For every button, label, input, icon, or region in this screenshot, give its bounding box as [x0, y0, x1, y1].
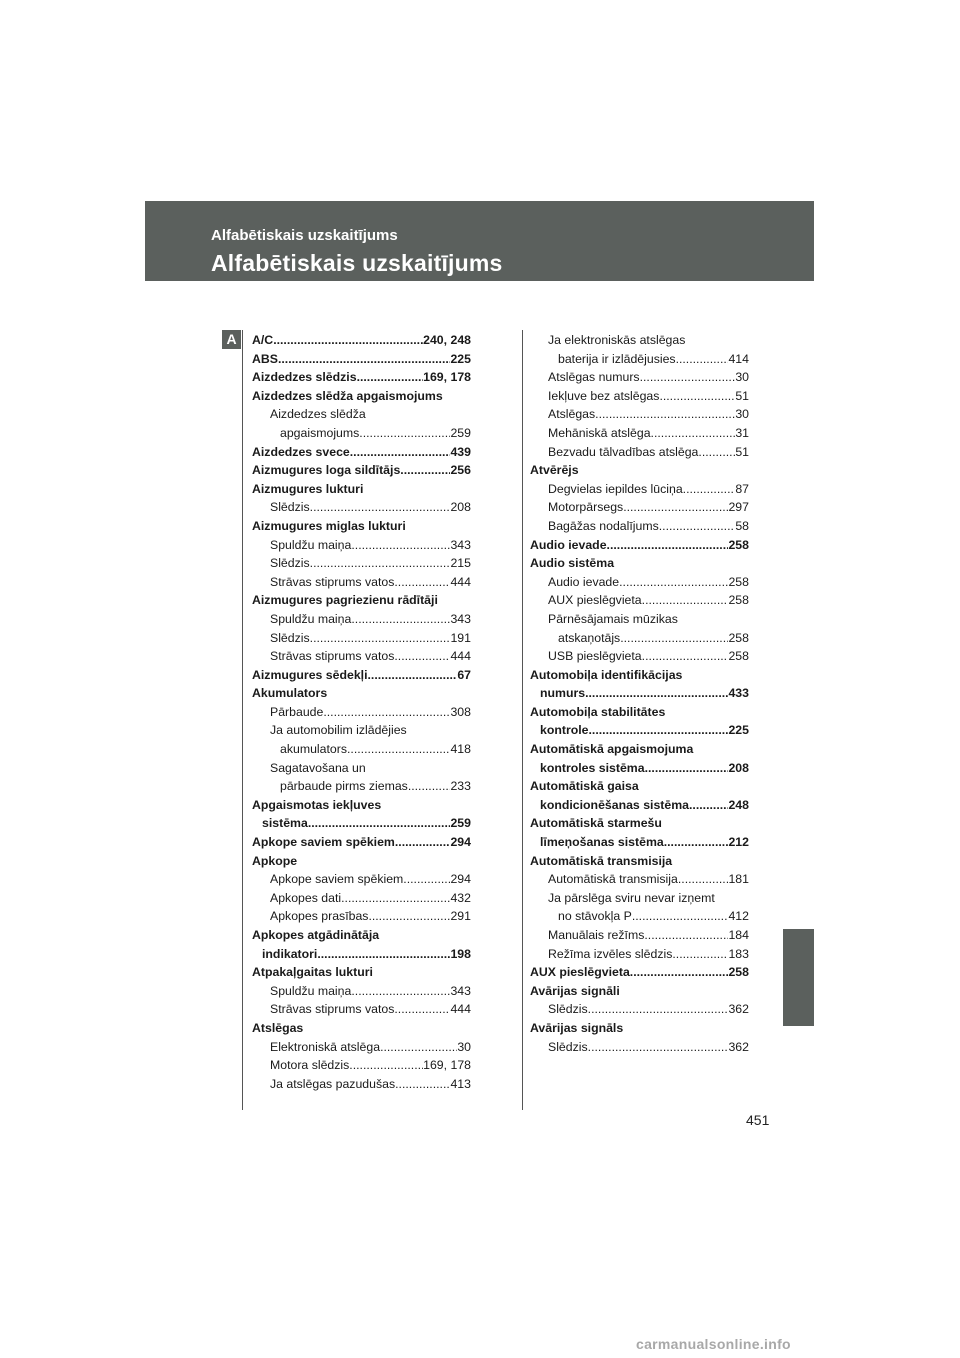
entry-page-ref[interactable]: 258 [728, 574, 749, 589]
entry-label: līmeņošanas sistēma [540, 835, 664, 850]
entry-label: Aizmugures pagriezienu rādītāji [252, 593, 438, 608]
dot-leader [341, 889, 450, 908]
entry-page-ref[interactable]: 225 [728, 723, 749, 738]
chapter-thumb-tab [783, 929, 814, 1026]
entry-page-ref[interactable]: 258 [728, 537, 749, 552]
index-entry [530, 945, 749, 964]
entry-page-ref[interactable]: 413 [450, 1076, 471, 1091]
entry-label: numurs [540, 686, 586, 701]
index-entry [252, 889, 471, 908]
entry-page-ref[interactable]: 294 [450, 835, 471, 850]
dot-leader [310, 498, 451, 517]
entry-label: akumulators [280, 742, 347, 757]
index-entry [530, 647, 749, 666]
entry-page-ref[interactable]: 444 [450, 1002, 471, 1017]
entry-page-ref[interactable]: 248 [728, 797, 749, 812]
index-entry [252, 870, 471, 889]
index-entry [252, 740, 471, 759]
index-heading [530, 852, 749, 871]
entry-label: Bagāžas nodalījums [548, 518, 659, 533]
index-entry [530, 907, 749, 926]
entry-label: Strāvas stiprums vatos [270, 1002, 395, 1017]
entry-label: Motorpārsegs [548, 500, 624, 515]
dot-leader [689, 796, 728, 815]
index-entry [252, 907, 471, 926]
dot-leader [620, 629, 728, 648]
entry-label: Slēdzis [548, 1039, 588, 1054]
entry-label: indikatori [262, 946, 318, 961]
dot-leader [273, 331, 423, 350]
index-entry [530, 870, 749, 889]
entry-label: Apkopes prasības [270, 909, 369, 924]
index-column-right [530, 331, 749, 1056]
entry-label: kontroles sistēma [540, 760, 645, 775]
entry-label: A/C [252, 333, 274, 347]
entry-page-ref[interactable]: 240, 248 [423, 333, 471, 347]
index-entry [252, 368, 471, 387]
dot-leader [659, 517, 736, 536]
entry-page-ref[interactable]: 258 [728, 965, 749, 980]
index-heading [252, 926, 471, 945]
header-subtitle: Alfabētiskais uzskaitījums [211, 227, 398, 244]
index-heading [530, 777, 749, 796]
dot-leader [394, 647, 450, 666]
dot-leader [380, 1038, 457, 1057]
index-entry [252, 443, 471, 462]
index-entry [530, 759, 749, 778]
index-entry [530, 424, 749, 443]
entry-label: Slēdzis [270, 556, 310, 571]
entry-label: Apkope saviem spēkiem [252, 835, 395, 850]
index-entry [252, 945, 471, 964]
entry-label: Aizmugures sēdekļi [252, 667, 368, 682]
index-heading [252, 796, 471, 815]
entry-page-ref[interactable]: 308 [450, 704, 471, 719]
entry-page-ref[interactable]: 259 [450, 816, 471, 831]
index-heading [530, 740, 749, 759]
index-entry [530, 517, 749, 536]
entry-label: Režīma izvēles slēdzis [548, 946, 673, 961]
column-divider-right [522, 330, 523, 1110]
index-entry [530, 350, 749, 369]
dot-leader [678, 870, 729, 889]
dot-leader [351, 536, 450, 555]
dot-leader [651, 424, 736, 443]
entry-label: ABS [252, 351, 278, 366]
entry-page-ref[interactable]: 51 [735, 444, 749, 459]
index-heading [530, 331, 749, 350]
entry-label: kontrole [540, 723, 589, 738]
index-entry [252, 1056, 471, 1075]
index-entry [252, 629, 471, 648]
entry-page-ref[interactable]: 51 [735, 388, 749, 403]
entry-label: Avārijas signāli [530, 983, 620, 998]
dot-leader [642, 647, 729, 666]
entry-label: Apkopes atgādinātāja [252, 928, 380, 942]
index-entry [252, 554, 471, 573]
entry-page-ref[interactable]: 432 [450, 890, 471, 905]
dot-leader [642, 591, 729, 610]
entry-label: Slēdzis [548, 1002, 588, 1017]
entry-label: Mehāniskā atslēga [548, 425, 651, 440]
index-heading [252, 721, 471, 740]
entry-label: apgaismojums [280, 425, 360, 440]
entry-label: Apkope saviem spēkiem [270, 872, 404, 887]
index-entry [530, 1038, 749, 1057]
entry-page-ref[interactable]: 215 [450, 556, 471, 571]
index-entry [252, 647, 471, 666]
index-entry [252, 703, 471, 722]
index-heading [530, 814, 749, 833]
entry-label: Automātiskā starmešu [530, 816, 662, 831]
index-entry [530, 1000, 749, 1019]
entry-page-ref[interactable]: 181 [728, 872, 749, 887]
entry-page-ref[interactable]: 208 [450, 500, 471, 515]
entry-label: Audio ievade [530, 537, 607, 552]
dot-leader [644, 926, 728, 945]
page-header [145, 201, 814, 281]
index-entry [252, 424, 471, 443]
dot-leader [368, 907, 450, 926]
entry-page-ref[interactable]: 30 [735, 370, 749, 385]
entry-label: Automātiskā transmisija [530, 853, 673, 868]
dot-leader [589, 721, 729, 740]
entry-page-ref[interactable]: 191 [450, 630, 471, 645]
entry-label: Atslēgas [548, 407, 596, 422]
dot-leader [323, 703, 450, 722]
index-heading [530, 1019, 749, 1038]
entry-page-ref[interactable]: 208 [728, 760, 749, 775]
entry-label: Apkopes dati [270, 890, 342, 905]
entry-label: Automātiskā apgaismojuma [530, 742, 694, 757]
dot-leader [403, 870, 450, 889]
index-entry [530, 405, 749, 424]
index-entry [252, 350, 471, 369]
entry-label: Manuālais režīms [548, 928, 645, 942]
entry-label: Motora slēdzis [270, 1058, 350, 1073]
dot-leader [630, 963, 729, 982]
index-heading [252, 684, 471, 703]
entry-label: AUX pieslēgvieta [548, 593, 642, 608]
dot-leader [347, 740, 450, 759]
dot-leader [357, 368, 424, 387]
entry-label: Automobiļa identifikācijas [530, 667, 683, 682]
entry-page-ref[interactable]: 439 [450, 444, 471, 459]
entry-page-ref[interactable]: 183 [728, 946, 749, 961]
dot-leader [595, 405, 735, 424]
dot-leader [588, 1038, 729, 1057]
entry-label: Aizdedzes slēdža apgaismojums [252, 388, 443, 403]
index-entry [252, 461, 471, 480]
dot-leader [585, 684, 728, 703]
entry-label: Atslēgas numurs [548, 370, 640, 385]
entry-page-ref[interactable]: 169, 178 [423, 370, 471, 385]
dot-leader [645, 759, 729, 778]
entry-label: Ja atslēgas pazudušas [270, 1076, 396, 1091]
column-divider-left [242, 330, 243, 1110]
dot-leader [659, 387, 735, 406]
index-entry [252, 1000, 471, 1019]
entry-page-ref[interactable]: 67 [457, 667, 471, 682]
entry-label: atskaņotājs [558, 630, 621, 645]
watermark: carmanualsonline.info [636, 1336, 791, 1352]
entry-page-ref[interactable]: 414 [728, 351, 749, 366]
entry-label: Akumulators [252, 686, 328, 701]
dot-leader [400, 461, 450, 480]
entry-page-ref[interactable]: 31 [735, 425, 749, 440]
entry-page-ref[interactable]: 212 [728, 835, 749, 850]
entry-label: Audio sistēma [530, 556, 615, 571]
entry-page-ref[interactable]: 444 [450, 649, 471, 664]
dot-leader [394, 1000, 450, 1019]
dot-leader [351, 610, 450, 629]
entry-label: Slēdzis [270, 630, 310, 645]
index-heading [530, 703, 749, 722]
index-heading [530, 610, 749, 629]
entry-page-ref[interactable]: 58 [735, 518, 749, 533]
dot-leader [588, 1000, 729, 1019]
index-entry [530, 684, 749, 703]
index-entry [252, 777, 471, 796]
dot-leader [395, 833, 451, 852]
index-entry [530, 573, 749, 592]
entry-label: pārbaude pirms ziemas [280, 779, 408, 794]
entry-label: Apkope [252, 853, 298, 868]
index-entry [252, 666, 471, 685]
entry-page-ref[interactable]: 30 [735, 407, 749, 422]
index-heading [252, 1019, 471, 1038]
entry-label: Elektroniskā atslēga [270, 1039, 381, 1054]
dot-leader [664, 833, 729, 852]
index-entry [530, 387, 749, 406]
index-heading [252, 387, 471, 406]
entry-label: AUX pieslēgvieta [530, 965, 630, 980]
index-heading [530, 889, 749, 908]
dot-leader [394, 573, 450, 592]
entry-label: Aizmugures miglas lukturi [252, 518, 406, 533]
index-heading [252, 963, 471, 982]
dot-leader [308, 814, 451, 833]
entry-label: Aizdedzes slēdža [270, 407, 366, 422]
index-heading [252, 517, 471, 536]
index-entry [252, 982, 471, 1001]
entry-page-ref[interactable]: 418 [450, 742, 471, 757]
entry-page-ref[interactable]: 412 [728, 909, 749, 924]
entry-label: sistēma [262, 816, 308, 831]
index-heading [252, 852, 471, 871]
dot-leader [359, 424, 450, 443]
section-letter-tab: A [222, 330, 241, 349]
index-entry [530, 721, 749, 740]
entry-label: Spuldžu maiņa [270, 537, 352, 552]
index-entry [252, 1075, 471, 1094]
entry-label: Atslēgas [252, 1020, 304, 1035]
entry-label: Iekļuve bez atslēgas [548, 388, 660, 403]
index-entry [530, 591, 749, 610]
dot-leader [676, 350, 729, 369]
entry-label: baterija ir izlādējusies [558, 351, 676, 366]
dot-leader [672, 945, 728, 964]
index-entry [252, 1038, 471, 1057]
entry-page-ref[interactable]: 169, 178 [423, 1058, 471, 1073]
entry-label: Ja pārslēga sviru nevar izņemt [548, 890, 715, 905]
entry-page-ref[interactable]: 233 [450, 779, 471, 794]
index-heading [530, 982, 749, 1001]
dot-leader [408, 777, 451, 796]
index-heading [530, 461, 749, 480]
index-entry [252, 498, 471, 517]
index-entry [252, 833, 471, 852]
index-entry [530, 629, 749, 648]
entry-page-ref[interactable]: 444 [450, 574, 471, 589]
dot-leader [698, 443, 735, 462]
dot-leader [350, 443, 451, 462]
index-entry [530, 368, 749, 387]
dot-leader [278, 350, 451, 369]
index-entry [530, 796, 749, 815]
entry-label: Aizdedzes svece [252, 444, 350, 459]
index-heading [252, 591, 471, 610]
entry-label: Audio ievade [548, 574, 620, 589]
dot-leader [310, 554, 451, 573]
entry-page-ref[interactable]: 343 [450, 983, 471, 998]
index-entry [252, 814, 471, 833]
entry-label: Apgaismotas iekļuves [252, 797, 382, 812]
entry-page-ref[interactable]: 259 [450, 425, 471, 440]
index-entry [530, 536, 749, 555]
header-title: Alfabētiskais uzskaitījums [211, 250, 503, 276]
dot-leader [640, 368, 736, 387]
entry-page-ref[interactable]: 256 [450, 463, 471, 478]
entry-label: Ja elektroniskās atslēgas [548, 333, 686, 347]
dot-leader [607, 536, 729, 555]
index-heading [252, 405, 471, 424]
entry-label: Automātiskā transmisija [548, 872, 678, 887]
dot-leader [310, 629, 451, 648]
index-entry [252, 573, 471, 592]
entry-label: Strāvas stiprums vatos [270, 649, 395, 664]
entry-label: Atvērējs [530, 463, 579, 478]
index-entry [530, 443, 749, 462]
entry-label: Degvielas iepildes lūciņa [548, 481, 683, 496]
entry-label: Pārbaude [270, 704, 324, 719]
entry-page-ref[interactable]: 198 [450, 946, 471, 961]
index-column-left [252, 331, 471, 1093]
index-heading [252, 759, 471, 778]
index-entry [530, 963, 749, 982]
entry-label: Spuldžu maiņa [270, 611, 352, 626]
entry-label: Aizmugures loga sildītājs [252, 463, 401, 478]
dot-leader [683, 480, 736, 499]
entry-label: Spuldžu maiņa [270, 983, 352, 998]
dot-leader [317, 945, 450, 964]
entry-page-ref[interactable]: 294 [450, 872, 471, 887]
entry-page-ref[interactable]: 258 [728, 630, 749, 645]
index-heading [252, 480, 471, 499]
entry-label: Avārijas signāls [530, 1020, 624, 1035]
dot-leader [368, 666, 458, 685]
index-heading [530, 554, 749, 573]
entry-page-ref[interactable]: 343 [450, 537, 471, 552]
entry-label: USB pieslēgvieta [548, 649, 642, 664]
dot-leader [351, 982, 450, 1001]
index-heading [530, 666, 749, 685]
index-entry [252, 610, 471, 629]
entry-page-ref[interactable]: 433 [728, 686, 749, 701]
entry-page-ref[interactable]: 87 [735, 481, 749, 496]
entry-page-ref[interactable]: 291 [450, 909, 471, 924]
dot-leader [632, 907, 729, 926]
entry-page-ref[interactable]: 297 [728, 500, 749, 515]
entry-label: Sagatavošana un [270, 760, 366, 775]
dot-leader [395, 1075, 450, 1094]
entry-label: Automātiskā gaisa [530, 779, 639, 794]
entry-page-ref[interactable]: 225 [450, 351, 471, 366]
entry-page-ref[interactable]: 362 [728, 1039, 749, 1054]
index-entry [530, 926, 749, 945]
entry-page-ref[interactable]: 258 [728, 649, 749, 664]
dot-leader [619, 573, 728, 592]
index-entry [530, 498, 749, 517]
entry-label: Bezvadu tālvadības atslēga [548, 444, 699, 459]
entry-label: Automobiļa stabilitātes [530, 704, 666, 719]
entry-page-ref[interactable]: 362 [728, 1002, 749, 1017]
entry-page-ref[interactable]: 30 [457, 1039, 471, 1054]
entry-label: Pārnēsājamais mūzikas [548, 611, 678, 626]
entry-label: Atpakaļgaitas lukturi [252, 965, 373, 980]
entry-label: no stāvokļa P [558, 909, 632, 924]
entry-page-ref[interactable]: 258 [728, 593, 749, 608]
index-entry [530, 480, 749, 499]
entry-label: Slēdzis [270, 500, 310, 515]
index-entry [530, 833, 749, 852]
entry-label: Ja automobilim izlādējies [270, 723, 407, 738]
dot-leader [623, 498, 728, 517]
entry-label: Aizdedzes slēdzis [252, 370, 357, 385]
entry-label: kondicionēšanas sistēma [540, 797, 689, 812]
entry-label: Strāvas stiprums vatos [270, 574, 395, 589]
entry-page-ref[interactable]: 184 [728, 928, 749, 942]
entry-label: Aizmugures lukturi [252, 481, 364, 496]
entry-page-ref[interactable]: 343 [450, 611, 471, 626]
dot-leader [349, 1056, 423, 1075]
index-entry [252, 536, 471, 555]
index-entry [252, 331, 471, 350]
page-number: 451 [746, 1112, 770, 1128]
